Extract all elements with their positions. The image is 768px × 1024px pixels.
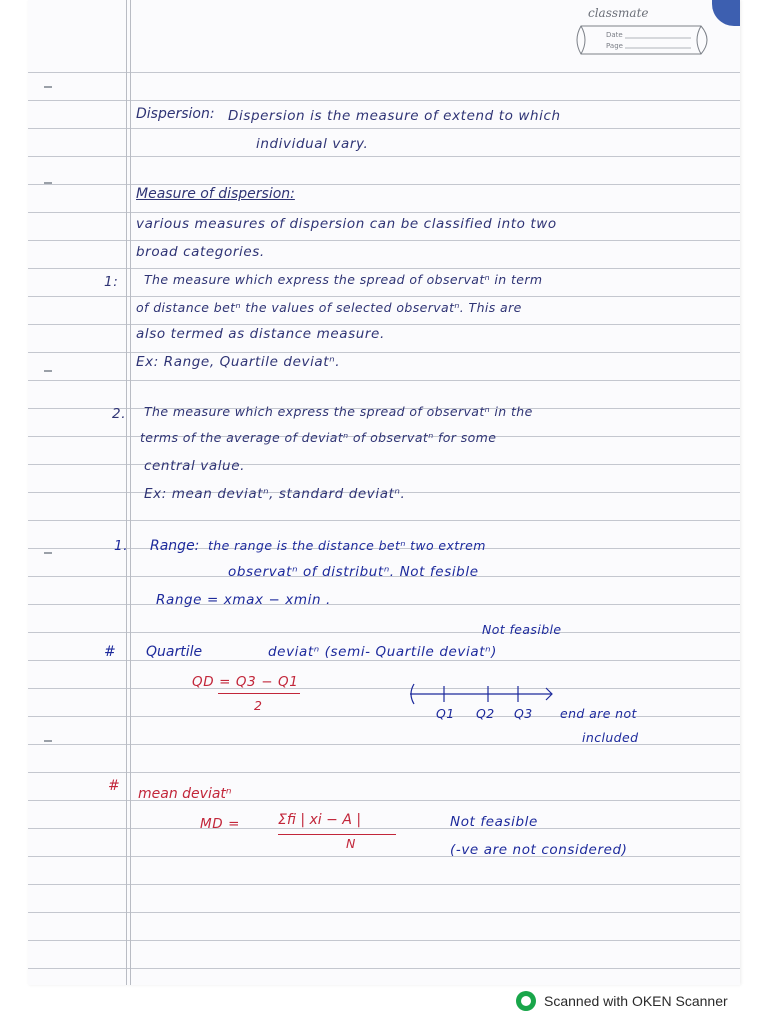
ruled-line bbox=[28, 940, 740, 941]
item-marker: 2. bbox=[112, 406, 127, 422]
range-line: the range is the distance betⁿ two extrem bbox=[208, 538, 486, 553]
page-label: Page bbox=[606, 42, 623, 50]
range-term: Range: bbox=[150, 538, 200, 554]
range-line: observatⁿ of distributⁿ. Not fesible bbox=[228, 564, 479, 580]
qd-note: Not feasible bbox=[482, 622, 562, 637]
punch-mark bbox=[44, 740, 52, 742]
md-formula-lhs: MD = bbox=[200, 816, 241, 832]
qd-q3-label: Q3 bbox=[514, 706, 533, 721]
punch-mark bbox=[44, 370, 52, 372]
ruled-line bbox=[28, 296, 740, 297]
item-line: The measure which express the spread of observatⁿ in the bbox=[144, 404, 533, 419]
ruled-line bbox=[28, 884, 740, 885]
page-corner-decoration bbox=[712, 0, 740, 26]
definition-line: Dispersion is the measure of extend to which bbox=[228, 108, 561, 124]
qd-fraction-bar bbox=[218, 693, 300, 694]
ruled-line bbox=[28, 632, 740, 633]
punch-mark bbox=[44, 182, 52, 184]
md-note: Not feasible bbox=[450, 814, 538, 830]
range-marker: 1. bbox=[114, 538, 129, 554]
ruled-line bbox=[28, 912, 740, 913]
date-label: Date bbox=[606, 31, 623, 39]
item-line: of distance betⁿ the values of selected observatⁿ. This are bbox=[136, 300, 522, 315]
qd-formula-denominator: 2 bbox=[254, 698, 263, 713]
punch-mark bbox=[44, 552, 52, 554]
md-marker: # bbox=[108, 778, 120, 794]
margin-line-left bbox=[126, 0, 127, 985]
ruled-line bbox=[28, 184, 740, 185]
item-marker: 1: bbox=[104, 274, 119, 290]
md-formula-denominator: N bbox=[346, 836, 356, 851]
item-line: also termed as distance measure. bbox=[136, 326, 385, 342]
measures-heading: Measure of dispersion: bbox=[136, 186, 295, 202]
scanner-label: Scanned with OKEN Scanner bbox=[544, 993, 728, 1009]
notebook-page bbox=[28, 0, 740, 985]
measures-line: broad categories. bbox=[136, 244, 265, 260]
ruled-line bbox=[28, 240, 740, 241]
ruled-line bbox=[28, 100, 740, 101]
ruled-line bbox=[28, 660, 740, 661]
scanner-logo-icon bbox=[516, 991, 536, 1011]
ruled-line bbox=[28, 464, 740, 465]
scanner-watermark bbox=[516, 990, 728, 1012]
qd-formula-numerator: QD = Q3 − Q1 bbox=[192, 674, 299, 690]
item-line: central value. bbox=[144, 458, 246, 474]
ruled-line bbox=[28, 604, 740, 605]
md-note: (-ve are not considered) bbox=[450, 842, 628, 858]
ruled-line bbox=[28, 268, 740, 269]
ruled-line bbox=[28, 828, 740, 829]
qd-marker: # bbox=[104, 644, 116, 660]
item-line: The measure which express the spread of observatⁿ in term bbox=[144, 272, 543, 287]
range-formula: Range = xmax − xmin . bbox=[156, 592, 331, 608]
ruled-line bbox=[28, 72, 740, 73]
brand-logo-text: classmate bbox=[588, 6, 649, 20]
qd-q2-label: Q2 bbox=[476, 706, 495, 721]
ruled-line bbox=[28, 212, 740, 213]
ruled-line bbox=[28, 352, 740, 353]
ruled-line bbox=[28, 380, 740, 381]
item-line: terms of the average of deviatⁿ of observatⁿ for some bbox=[140, 430, 497, 445]
definition-line: individual vary. bbox=[256, 136, 369, 152]
md-fraction-bar bbox=[278, 834, 396, 835]
ruled-line bbox=[28, 128, 740, 129]
qd-q1-label: Q1 bbox=[436, 706, 455, 721]
date-page-scroll-icon bbox=[573, 16, 713, 64]
qd-heading: Quartile bbox=[146, 644, 203, 660]
md-heading-part: mean deviatⁿ bbox=[138, 786, 232, 802]
item-example: Ex: mean deviatⁿ, standard deviatⁿ. bbox=[144, 486, 406, 502]
margin-line-left-2 bbox=[130, 0, 131, 985]
punch-mark bbox=[44, 86, 52, 88]
ruled-line bbox=[28, 688, 740, 689]
ruled-line bbox=[28, 800, 740, 801]
ruled-line bbox=[28, 772, 740, 773]
ruled-line bbox=[28, 324, 740, 325]
md-formula-numerator: Σfi | xi − A | bbox=[278, 812, 362, 828]
qd-heading-rest: deviatⁿ (semi- Quartile deviatⁿ) bbox=[268, 644, 497, 660]
ruled-line bbox=[28, 968, 740, 969]
qd-end-note: end are not bbox=[560, 706, 637, 721]
measures-line: various measures of dispersion can be classified into two bbox=[136, 216, 557, 232]
ruled-line bbox=[28, 856, 740, 857]
ruled-line bbox=[28, 156, 740, 157]
item-example: Ex: Range, Quartile deviatⁿ. bbox=[136, 354, 341, 370]
definition-term: Dispersion: bbox=[136, 106, 215, 122]
ruled-line bbox=[28, 520, 740, 521]
qd-end-note: included bbox=[582, 730, 639, 745]
